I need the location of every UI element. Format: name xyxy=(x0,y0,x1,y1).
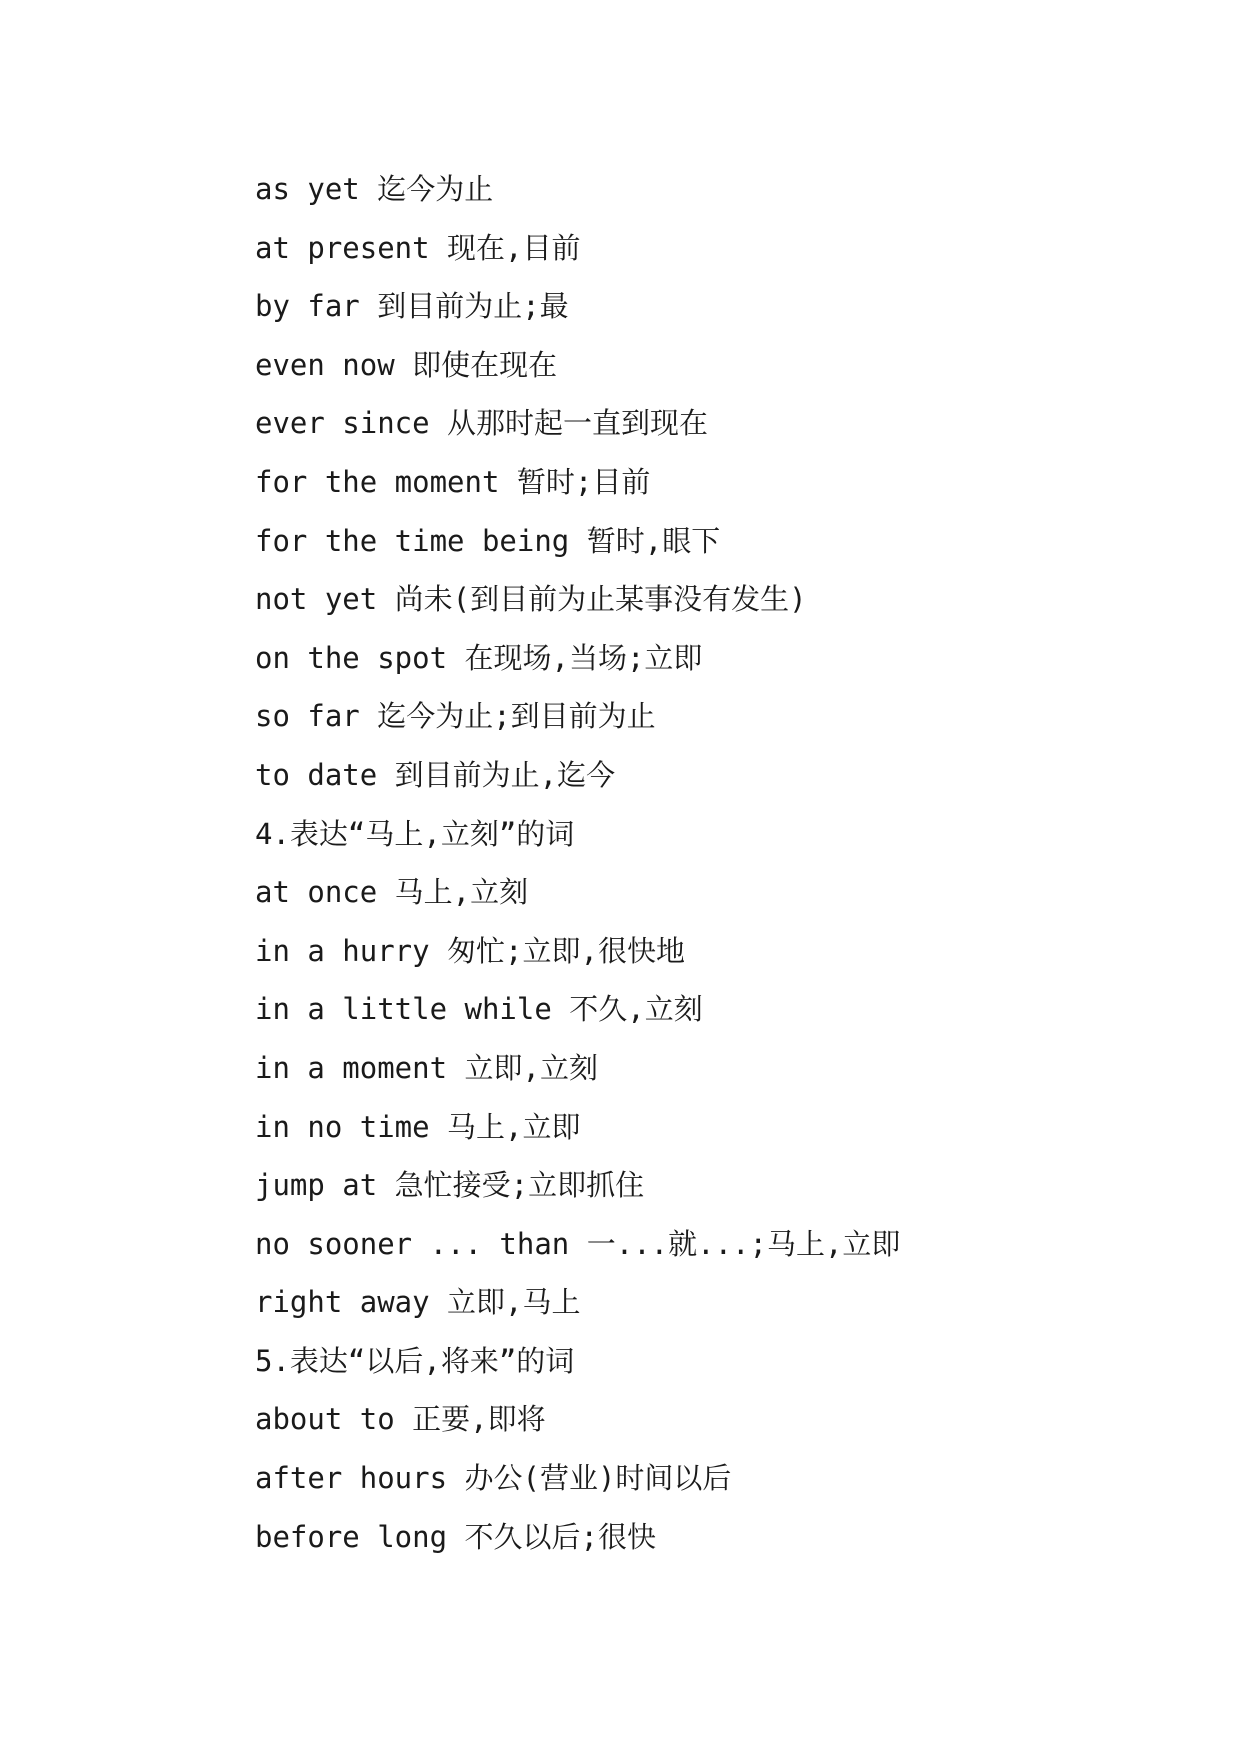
section-heading: 4.表达“马上,立刻”的词 xyxy=(255,816,575,851)
section-heading: 5.表达“以后,将来”的词 xyxy=(255,1343,575,1378)
text-line: on the spot 在现场,当场;立即 xyxy=(255,640,703,675)
text-line: after hours 办公(营业)时间以后 xyxy=(255,1461,732,1496)
text-line: in a hurry 匆忙;立即,很快地 xyxy=(255,933,685,968)
text-lines xyxy=(255,160,900,1566)
text-line: so far 迄今为止;到目前为止 xyxy=(255,699,656,734)
text-line: in a moment 立即,立刻 xyxy=(255,1050,598,1085)
text-line: for the time being 暂时,眼下 xyxy=(255,523,721,558)
text-line: jump at 急忙接受;立即抓住 xyxy=(255,1168,645,1203)
text-line: at present 现在,目前 xyxy=(255,230,581,265)
text-line: about to 正要,即将 xyxy=(255,1402,546,1437)
text-line: in no time 马上,立即 xyxy=(255,1109,581,1144)
text-line: as yet 迄今为止 xyxy=(255,172,494,206)
text-line: right away 立即,马上 xyxy=(255,1285,581,1320)
text-line: for the moment 暂时;目前 xyxy=(255,464,651,499)
text-line: at once 马上,立刻 xyxy=(255,875,529,910)
text-line: ever since 从那时起一直到现在 xyxy=(255,406,709,441)
text-line: by far 到目前为止;最 xyxy=(255,289,569,324)
text-line: even now 即使在现在 xyxy=(255,347,558,382)
text-line: before long 不久以后;很快 xyxy=(255,1519,656,1554)
text-line: no sooner ... than 一...就...;马上,立即 xyxy=(255,1226,901,1261)
text-line: in a little while 不久,立刻 xyxy=(255,992,703,1027)
text-line: to date 到目前为止,迄今 xyxy=(255,757,616,792)
text-line: not yet 尚未(到目前为止某事没有发生) xyxy=(255,582,807,617)
